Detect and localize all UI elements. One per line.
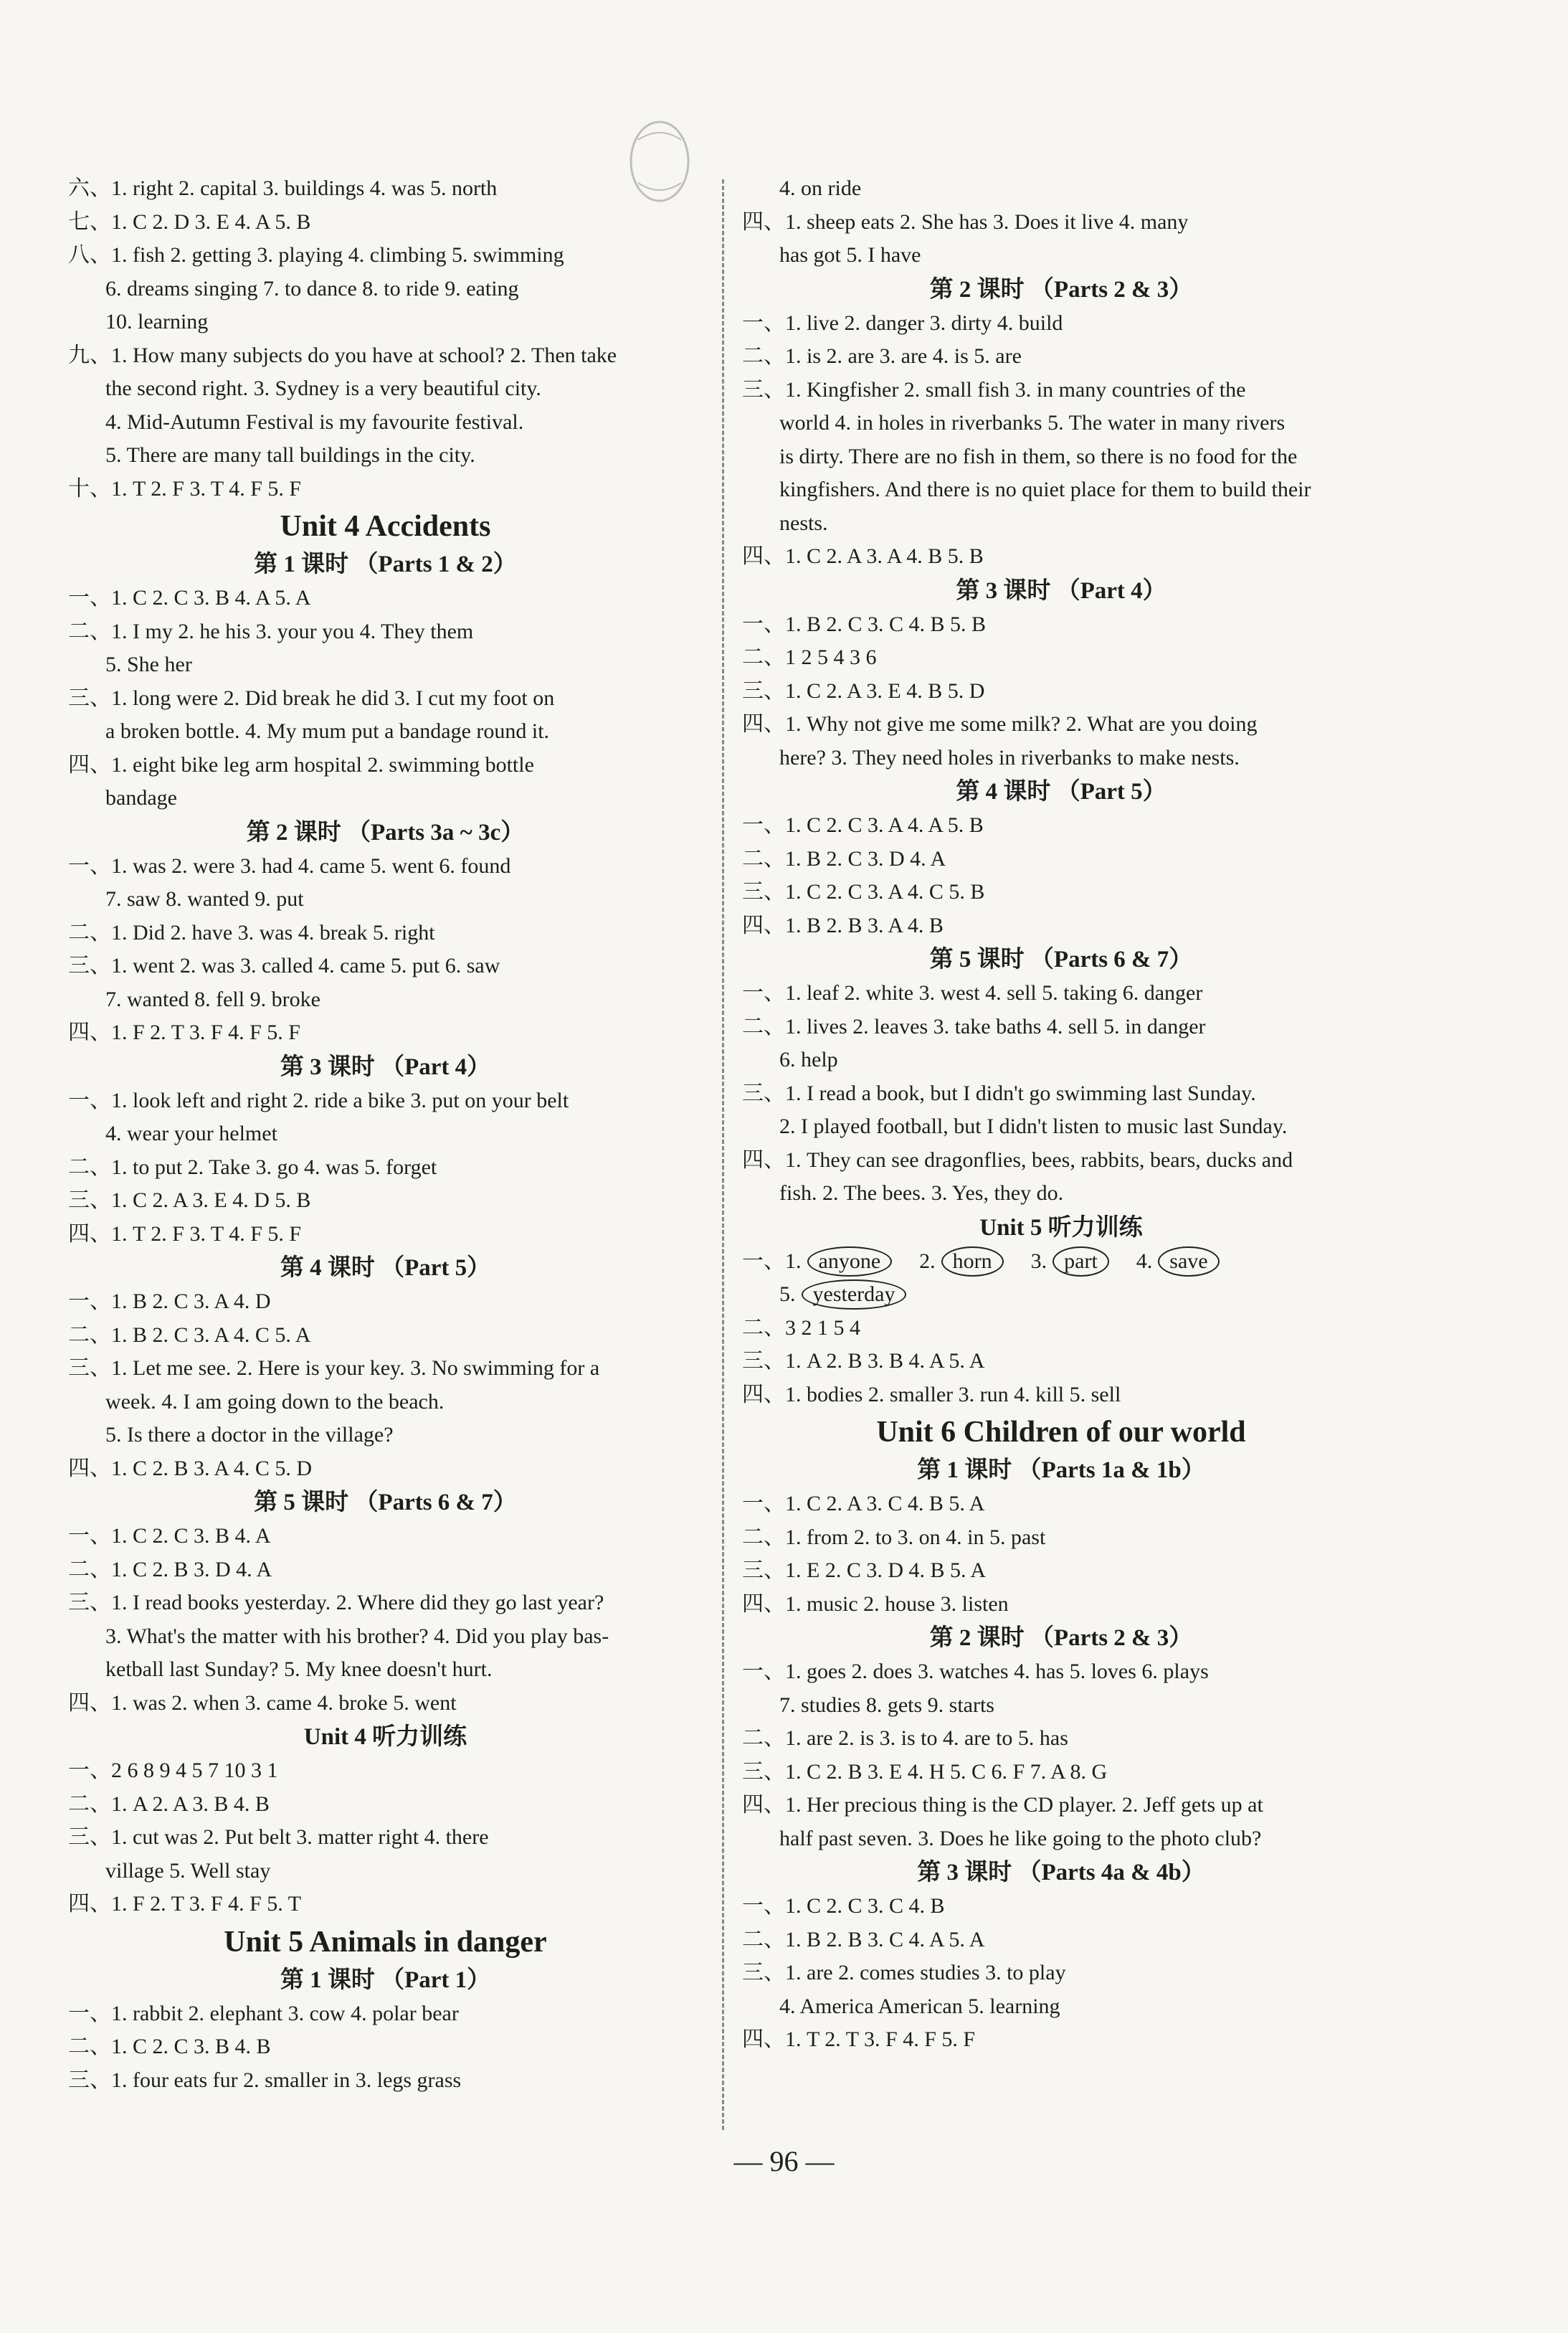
answer-line: 一、1. B 2. C 3. C 4. B 5. B: [742, 612, 987, 636]
circled-answers-line: [742, 1245, 1380, 1279]
answer-line: 二、1. are 2. is 3. is to 4. are to 5. has: [742, 1726, 1068, 1750]
answer-line: 二、1 2 5 4 3 6: [742, 645, 877, 669]
circled-answer: part: [1053, 1246, 1109, 1277]
answer-line: 四、1. bodies 2. smaller 3. run 4. kill 5. sell: [742, 1382, 1121, 1406]
answer-line: 四、1. eight bike leg arm hospital 2. swimming bottle: [68, 752, 534, 777]
answer-line: 三、1. went 2. was 3. called 4. came 5. put 6. saw: [68, 954, 500, 978]
answer-line: 四、1. T 2. T 3. F 4. F 5. F: [742, 2027, 976, 2051]
answer-prefix: 一、1.: [742, 1249, 802, 1273]
answer-line: 10. learning: [105, 310, 209, 333]
answer-line: bandage: [105, 786, 177, 810]
left-column: [68, 172, 703, 2097]
answer-line: nests.: [779, 511, 828, 535]
answer-line: 二、1. A 2. A 3. B 4. B: [68, 1792, 270, 1816]
answer-line: a broken bottle. 4. My mum put a bandage round it.: [105, 719, 550, 743]
column-divider: [722, 179, 724, 2130]
answer-line: ketball last Sunday? 5. My knee doesn't hurt.: [105, 1657, 493, 1681]
lesson-heading: 第 1 课时 （Parts 1a & 1b）: [917, 1457, 1205, 1483]
answer-line: 5. She her: [105, 653, 192, 676]
lesson-heading: 第 3 课时 （Part 4）: [280, 1054, 491, 1080]
circled-answer: anyone: [807, 1246, 893, 1277]
answer-line: 一、1. look left and right 2. ride a bike 3. put on your belt: [68, 1088, 569, 1112]
answer-line: 四、1. C 2. B 3. A 4. C 5. D: [68, 1456, 313, 1480]
answer-line: 三、1. C 2. B 3. E 4. H 5. C 6. F 7. A 8. G: [742, 1759, 1108, 1784]
answer-line: 四、1. F 2. T 3. F 4. F 5. T: [68, 1892, 302, 1916]
answer-line: 三、1. I read a book, but I didn't go swimming last Sunday.: [742, 1081, 1256, 1105]
answer-line: 三、1. cut was 2. Put belt 3. matter right 4. there: [68, 1825, 489, 1849]
answer-line: 一、1. C 2. C 3. B 4. A 5. A: [68, 586, 311, 610]
answer-line: 一、1. rabbit 2. elephant 3. cow 4. polar bear: [68, 2001, 459, 2025]
circled-answer: yesterday: [802, 1279, 907, 1310]
answer-line: 十、1. T 2. F 3. T 4. F 5. F: [68, 476, 302, 501]
lesson-heading: 第 4 课时 （Part 5）: [956, 779, 1167, 805]
answer-line: 二、1. B 2. B 3. C 4. A 5. A: [742, 1927, 985, 1951]
answer-line: week. 4. I am going down to the beach.: [105, 1389, 445, 1414]
answer-line: 4. wear your helmet: [105, 1122, 277, 1145]
answer-line: 一、1. B 2. C 3. A 4. D: [68, 1289, 271, 1313]
answer-line: the second right. 3. Sydney is a very beautiful city.: [105, 377, 541, 400]
answer-line: 3. What's the matter with his brother? 4. Did you play bas-: [105, 1624, 609, 1648]
page-number: — 96 —: [733, 2145, 835, 2177]
answer-line: 四、1. B 2. B 3. A 4. B: [742, 913, 944, 937]
answer-line: 一、1. live 2. danger 3. dirty 4. build: [742, 311, 1063, 335]
lesson-heading: 第 1 课时 （Parts 1 & 2）: [254, 552, 517, 577]
lesson-heading: Unit 5 听力训练: [979, 1214, 1143, 1241]
answer-line: 7. studies 8. gets 9. starts: [779, 1693, 994, 1717]
answer-line: 三、1. long were 2. Did break he did 3. I cut my foot on: [68, 686, 555, 710]
answer-line: 三、1. Let me see. 2. Here is your key. 3. No swimming for a: [68, 1356, 600, 1380]
answer-number: 2.: [919, 1249, 936, 1273]
answer-line: is dirty. There are no fish in them, so there is no food for the: [779, 444, 1298, 468]
answer-number: 3.: [1030, 1249, 1047, 1273]
answer-line: 三、1. are 2. comes studies 3. to play: [742, 1961, 1066, 1984]
answer-line: village 5. Well stay: [105, 1858, 271, 1883]
answer-line: 6. dreams singing 7. to dance 8. to ride 9. eating: [105, 276, 519, 301]
lesson-heading: Unit 4 听力训练: [303, 1724, 467, 1750]
answer-line: 三、1. Kingfisher 2. small fish 3. in many countries of the: [742, 377, 1246, 402]
answer-line: 九、1. How many subjects do you have at school? 2. Then take: [68, 343, 617, 367]
answer-number: 5.: [779, 1282, 796, 1306]
circled-answers-line: [742, 1278, 1380, 1312]
answer-line: 二、1. I my 2. he his 3. your you 4. They them: [68, 619, 474, 643]
answer-line: 一、1. C 2. C 3. B 4. A: [68, 1524, 271, 1548]
lesson-heading: 第 2 课时 （Parts 2 & 3）: [929, 1625, 1193, 1651]
unit-heading: Unit 5 Animals in danger: [224, 1925, 547, 1959]
answer-line: kingfishers. And there is no quiet place for them to build their: [779, 478, 1311, 501]
answer-line: 三、1. C 2. C 3. A 4. C 5. B: [742, 880, 985, 904]
answer-line: 四、1. music 2. house 3. listen: [742, 1591, 1009, 1616]
lesson-heading: 第 3 课时 （Part 4）: [956, 577, 1167, 604]
answer-line: 三、1. four eats fur 2. smaller in 3. legs grass: [68, 2068, 462, 2092]
answer-line: 四、1. F 2. T 3. F 4. F 5. F: [68, 1021, 300, 1044]
answer-line: 四、1. Why not give me some milk? 2. What are you doing: [742, 712, 1258, 736]
answer-line: 6. help: [779, 1048, 838, 1071]
lesson-heading: 第 5 课时 （Parts 6 & 7）: [254, 1490, 517, 1515]
lesson-heading: 第 3 课时 （Parts 4a & 4b）: [917, 1860, 1205, 1885]
answer-line: 三、1. E 2. C 3. D 4. B 5. A: [742, 1558, 987, 1582]
lesson-heading: 第 2 课时 （Parts 2 & 3）: [929, 276, 1193, 303]
lesson-heading: 第 5 课时 （Parts 6 & 7）: [929, 947, 1193, 973]
answer-line: 2. I played football, but I didn't listen to music last Sunday.: [779, 1115, 1288, 1138]
lesson-heading: 第 4 课时 （Part 5）: [280, 1255, 491, 1281]
answer-line: here? 3. They need holes in riverbanks to make nests.: [779, 745, 1240, 770]
answer-line: 四、1. They can see dragonflies, bees, rabbits, bears, ducks and: [742, 1147, 1293, 1172]
circled-answer: save: [1158, 1246, 1219, 1277]
answer-line: 4. America American 5. learning: [779, 1994, 1060, 2018]
answer-line: 三、1. A 2. B 3. B 4. A 5. A: [742, 1349, 985, 1373]
answer-line: fish. 2. The bees. 3. Yes, they do.: [779, 1181, 1064, 1205]
answer-line: 七、1. C 2. D 3. E 4. A 5. B: [68, 209, 311, 234]
answer-line: 三、1. C 2. A 3. E 4. D 5. B: [68, 1188, 311, 1212]
answer-line: 一、1. C 2. C 3. C 4. B: [742, 1894, 945, 1918]
answer-line: 5. Is there a doctor in the village?: [105, 1423, 394, 1447]
answer-line: 一、2 6 8 9 4 5 7 10 3 1: [68, 1759, 278, 1782]
answer-line: half past seven. 3. Does he like going to the photo club?: [779, 1826, 1262, 1850]
answer-line: 四、1. Her precious thing is the CD player. 2. Jeff gets up at: [742, 1793, 1263, 1817]
answer-line: 二、1. Did 2. have 3. was 4. break 5. right: [68, 920, 435, 945]
answer-line: 六、1. right 2. capital 3. buildings 4. was 5. north: [68, 176, 498, 200]
answer-line: world 4. in holes in riverbanks 5. The water in many rivers: [779, 411, 1286, 435]
answer-line: 二、3 2 1 5 4: [742, 1315, 860, 1340]
answer-line: 二、1. lives 2. leaves 3. take baths 4. sell 5. in danger: [742, 1014, 1206, 1038]
answer-line: 7. saw 8. wanted 9. put: [105, 887, 304, 911]
lesson-heading: 第 1 课时 （Part 1）: [280, 1967, 491, 1993]
answer-line: 二、1. from 2. to 3. on 4. in 5. past: [742, 1525, 1046, 1549]
answer-line: 一、1. C 2. C 3. A 4. A 5. B: [742, 813, 984, 837]
unit-heading: Unit 4 Accidents: [280, 510, 491, 543]
answer-line: 二、1. B 2. C 3. D 4. A: [742, 846, 946, 871]
answer-line: 二、1. C 2. C 3. B 4. B: [68, 2035, 271, 2058]
answer-line: 一、1. C 2. A 3. C 4. B 5. A: [742, 1492, 985, 1515]
answer-line: has got 5. I have: [779, 243, 921, 267]
answer-line: 7. wanted 8. fell 9. broke: [105, 987, 320, 1011]
answer-line: 一、1. goes 2. does 3. watches 4. has 5. loves 6. plays: [742, 1660, 1209, 1683]
answer-line: 一、1. was 2. were 3. had 4. came 5. went 6. found: [68, 853, 511, 878]
answer-line: 四、1. was 2. when 3. came 4. broke 5. went: [68, 1690, 457, 1715]
answer-line: 二、1. is 2. are 3. are 4. is 5. are: [742, 344, 1022, 368]
answer-number: 4.: [1136, 1249, 1153, 1273]
answer-line: 三、1. I read books yesterday. 2. Where did they go last year?: [68, 1591, 604, 1614]
answer-line: 八、1. fish 2. getting 3. playing 4. climbing 5. swimming: [68, 243, 564, 267]
answer-line: 四、1. C 2. A 3. A 4. B 5. B: [742, 544, 984, 568]
lesson-heading: 第 2 课时 （Parts 3a ~ 3c）: [246, 819, 525, 846]
answer-line: 5. There are many tall buildings in the city.: [105, 443, 475, 467]
answer-line: 三、1. C 2. A 3. E 4. B 5. D: [742, 678, 985, 703]
answer-line: 四、1. T 2. F 3. T 4. F 5. F: [68, 1221, 302, 1246]
answer-line: 四、1. sheep eats 2. She has 3. Does it live 4. many: [742, 209, 1189, 234]
answer-line: 二、1. C 2. B 3. D 4. A: [68, 1557, 272, 1581]
answer-line: 4. Mid-Autumn Festival is my favourite festival.: [105, 410, 524, 434]
right-column: [742, 172, 1380, 2057]
answer-line: 4. on ride: [779, 176, 862, 200]
unit-heading: Unit 6 Children of our world: [876, 1416, 1246, 1449]
answer-line: 二、1. B 2. C 3. A 4. C 5. A: [68, 1322, 311, 1347]
answer-line: 一、1. leaf 2. white 3. west 4. sell 5. taking 6. danger: [742, 981, 1203, 1005]
answer-line: 二、1. to put 2. Take 3. go 4. was 5. forget: [68, 1155, 437, 1179]
circled-answer: horn: [941, 1246, 1004, 1277]
